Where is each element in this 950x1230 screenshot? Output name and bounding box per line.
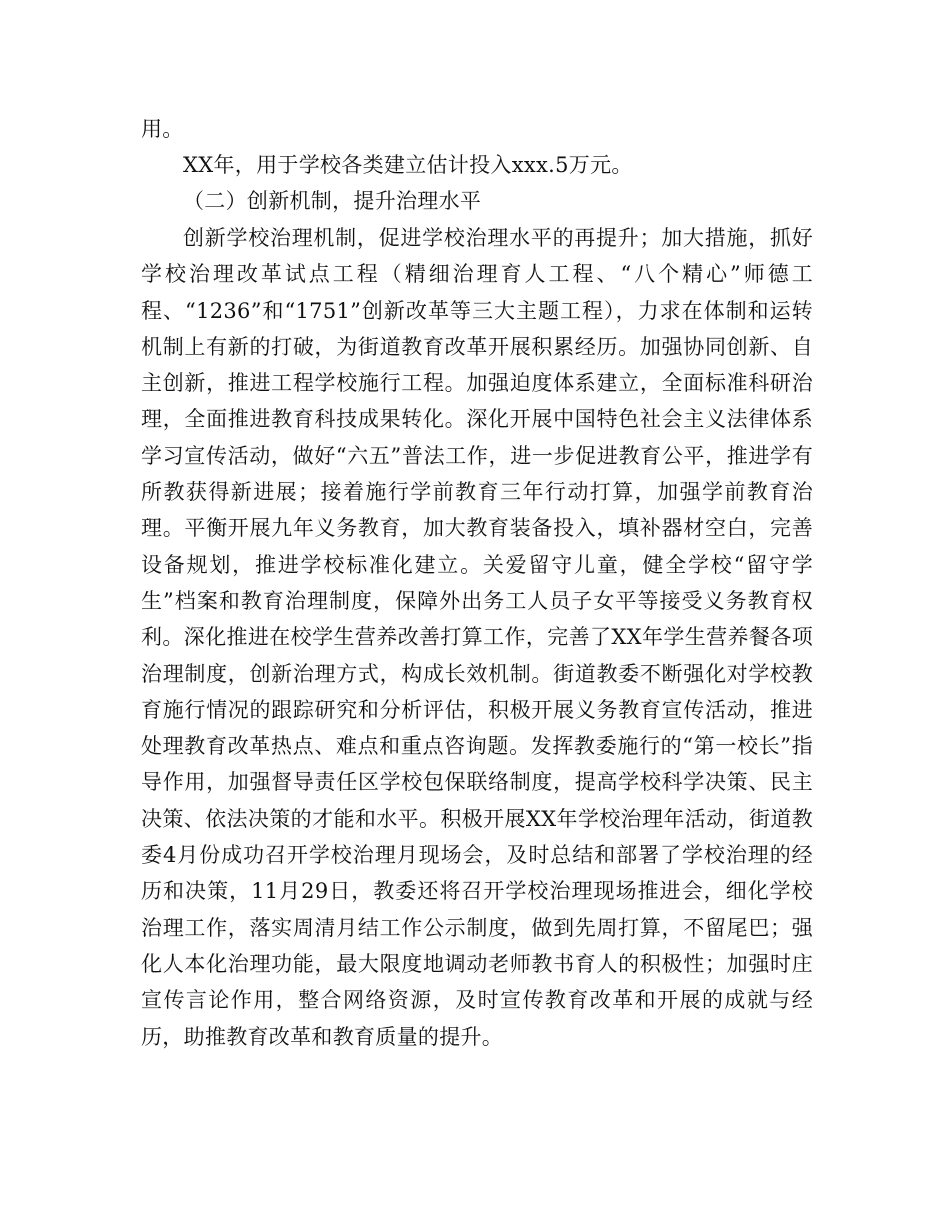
body-paragraph: 创新学校治理机制，促进学校治理水平的再提升；加大措施，抓好学校治理改革试点工程（精细治理育人工程、“八个精心”师德工程、“1236”和“1751”创新改革等三大主题工程），力求在体制和运转机制上有新的打破，为街道教育改革开展积累经历。加强协同创新、自主创新，推进工程学校施行工程。加强迫度体系建立，全面标准科研治理，全面推进教育科技成果转化。深化开展中国特色社会主义法律体系学习宣传活动，做好“六五”普法工作，进一步促进教育公平，推进学有所教获得新进展；接着施行学前教育三年行动打算，加强学前教育治理。平衡开展九年义务教育，加大教育装备投入，填补器材空白，完善设备规划，推进学校标准化建立。关爱留守儿童，健全学校“留守学生”档案和教育治理制度，保障外出务工人员子女平等接受义务教育权利。深化推进在校学生营养改善打算工作，完善了XX年学生营养餐各项治理制度，创新治理方式，构成长效机制。街道教委不断强化对学校教育施行情况的跟踪研究和分析评估，积极开展义务教育宣传活动，推进处理教育改革热点、难点和重点咨询题。发挥教委施行的“第一校长”指导作用，加强督导责任区学校包保联络制度，提高学校科学决策、民主决策、依法决策的才能和水平。积极开展XX年学校治理年活动，街道教委4月份成功召开学校治理月现场会，及时总结和部署了学校治理的经历和决策，11月29日，教委还将召开学校治理现场推进会，细化学校治理工作，落实周清月结工作公示制度，做到先周打算，不留尾巴；强化人本化治理功能，最大限度地调动老师教书育人的积极性；加强时庄宣传言论作用，整合网络资源，及时宣传教育改革和开展的成就与经历，助推教育改革和教育质量的提升。 — [141, 226, 813, 1049]
section-heading: （二）创新机制，提升治理水平 — [183, 189, 482, 213]
investment-estimate-line: XX年，用于学校各类建立估计投入xxx.5万元。 — [183, 153, 633, 177]
continued-text-line: 用。 — [141, 117, 184, 141]
